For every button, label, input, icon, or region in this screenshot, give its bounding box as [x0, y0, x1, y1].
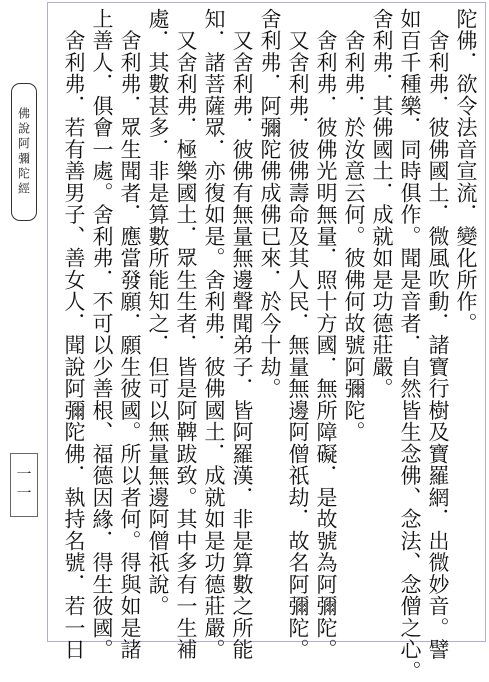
text-column: 舍利弗．若有善男子、善女人．聞說阿彌陀佛．執持名號．若一日 [62, 8, 86, 661]
text-column: 上善人．俱會一處。舍利弗．不可以少善根、福德因緣．得生彼國。 [90, 8, 114, 661]
text-column: 又舍利弗．彼佛有無量無邊聲聞弟子．皆阿羅漢．非是算數之所能 [230, 8, 254, 661]
sutra-title-tab [11, 83, 37, 221]
text-column: 陀佛．欲令法音宣流．變化所作。 [454, 8, 478, 335]
page-number-box [10, 453, 38, 517]
text-column: 舍利弗．其佛國土．成就如是功德莊嚴。 [370, 8, 394, 400]
text-column: 舍利弗．於汝意云何。彼佛何故號阿彌陀。 [342, 8, 366, 443]
text-column: 舍利弗．彼佛國土．微風吹動．諸寶行樹及寶羅網．出微妙音。譬 [426, 8, 450, 661]
text-column: 又舍利弗．彼佛壽命及其人民．無量無邊阿僧祇劫．故名阿彌陀。 [286, 8, 310, 661]
text-column: 如百千種樂．同時俱作。聞是音者．自然皆生念佛、念法、念僧之心。 [398, 8, 422, 682]
text-column: 又舍利弗．極樂國土．眾生生者．皆是阿鞞跋致。其中多有一生補 [174, 8, 198, 661]
scripture-text [52, 8, 482, 682]
text-column: 處．其數甚多．非是算數所能知之．但可以無量無邊阿僧祇說。 [146, 8, 170, 617]
text-column: 知．諸菩薩眾．亦復如是。舍利弗．彼佛國土．成就如是功德莊嚴。 [202, 8, 226, 661]
sutra-title: 佛說阿彌陀經 [16, 107, 31, 197]
text-column: 舍利弗．阿彌陀佛成佛已來．於今十劫。 [258, 8, 282, 400]
page-number: 一一 [14, 466, 33, 504]
text-column: 舍利弗．眾生聞者．應當發願．願生彼國。所以者何。得與如是諸 [118, 8, 142, 661]
text-column: 舍利弗．彼佛光明無量．照十方國．無所障礙．是故號為阿彌陀。 [314, 8, 338, 661]
